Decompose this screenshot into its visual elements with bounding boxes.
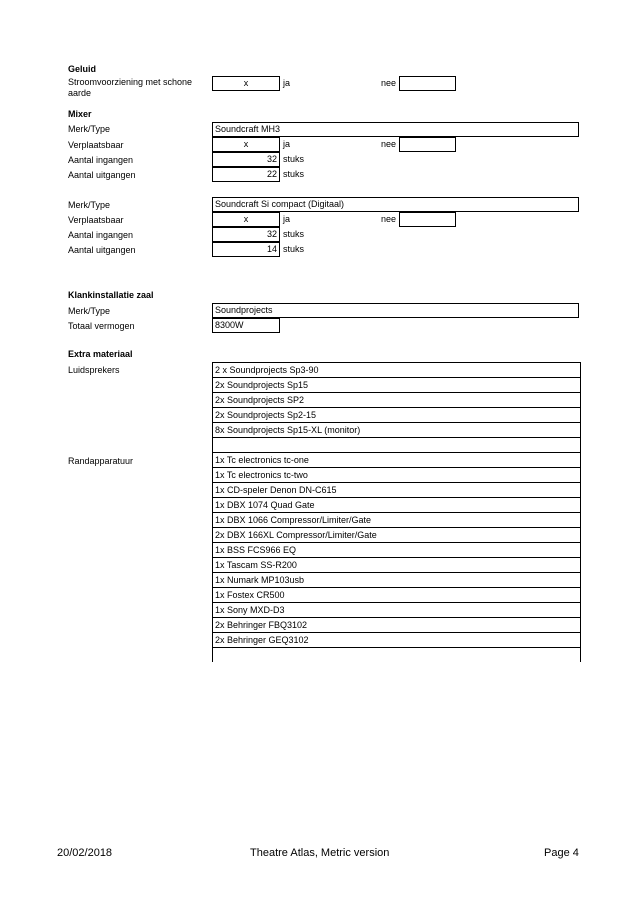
mixer2-verplaats-nee-field[interactable] <box>399 212 456 227</box>
mixer1-merk-field[interactable]: Soundcraft MH3 <box>212 122 579 137</box>
stroom-nee-field[interactable] <box>399 76 456 91</box>
mixer2-uitgangen-label: Aantal uitgangen <box>68 245 136 255</box>
list-item[interactable]: 1x Tascam SS-R200 <box>213 557 580 572</box>
list-item[interactable]: 1x Numark MP103usb <box>213 572 580 587</box>
list-item[interactable]: 1x Fostex CR500 <box>213 587 580 602</box>
list-item[interactable]: 1x Tc electronics tc-two <box>213 467 580 482</box>
mixer2-uitgangen-unit: stuks <box>283 244 305 254</box>
mixer2-ja-label: ja <box>283 214 291 224</box>
list-item[interactable]: 2x Soundprojects Sp15 <box>213 377 580 392</box>
list-item[interactable]: 1x CD-speler Denon DN-C615 <box>213 482 580 497</box>
stroom-ja-field[interactable]: x <box>212 76 280 91</box>
luidsprekers-label: Luidsprekers <box>68 365 120 375</box>
mixer1-verplaats-nee-field[interactable] <box>399 137 456 152</box>
section-heading-extra: Extra materiaal <box>68 349 133 359</box>
stroom-ja-label: ja <box>283 78 291 88</box>
mixer1-verplaats-label: Verplaatsbaar <box>68 140 124 150</box>
klank-vermogen-label: Totaal vermogen <box>68 321 135 331</box>
list-item[interactable] <box>213 647 580 662</box>
section-heading-mixer: Mixer <box>68 109 92 119</box>
list-item[interactable]: 1x BSS FCS966 EQ <box>213 542 580 557</box>
section-heading-klank: Klankinstallatie zaal <box>68 290 154 300</box>
mixer2-verplaats-label: Verplaatsbaar <box>68 215 124 225</box>
mixer2-merk-field[interactable]: Soundcraft Si compact (Digitaal) <box>212 197 579 212</box>
footer-page-number: Page 4 <box>544 847 579 859</box>
klank-merk-field[interactable]: Soundprojects <box>212 303 579 318</box>
list-item[interactable]: 2x Behringer FBQ3102 <box>213 617 580 632</box>
list-item[interactable]: 8x Soundprojects Sp15-XL (monitor) <box>213 422 580 437</box>
mixer1-ja-label: ja <box>283 139 291 149</box>
stroom-label-line2: aarde <box>68 88 92 98</box>
mixer1-uitgangen-label: Aantal uitgangen <box>68 170 136 180</box>
footer-title: Theatre Atlas, Metric version <box>250 847 390 859</box>
mixer2-ingangen-unit: stuks <box>283 229 305 239</box>
mixer1-uitgangen-field[interactable]: 22 <box>212 167 280 182</box>
list-item[interactable]: 1x Tc electronics tc-one <box>213 452 580 467</box>
randapparatuur-label: Randapparatuur <box>68 456 134 466</box>
mixer1-uitgangen-unit: stuks <box>283 169 305 179</box>
list-item[interactable]: 1x DBX 1066 Compressor/Limiter/Gate <box>213 512 580 527</box>
mixer1-merk-label: Merk/Type <box>68 124 111 134</box>
mixer2-ingangen-field[interactable]: 32 <box>212 227 280 242</box>
mixer1-ingangen-label: Aantal ingangen <box>68 155 134 165</box>
list-item[interactable]: 1x Sony MXD-D3 <box>213 602 580 617</box>
klank-merk-label: Merk/Type <box>68 306 111 316</box>
list-item[interactable]: 2 x Soundprojects Sp3-90 <box>213 362 580 377</box>
section-heading-geluid: Geluid <box>68 64 97 74</box>
list-item[interactable] <box>213 437 580 452</box>
list-item[interactable]: 2x Soundprojects SP2 <box>213 392 580 407</box>
luidsprekers-list <box>212 362 581 453</box>
stroom-label-line1: Stroomvoorziening met schone <box>68 77 193 87</box>
mixer2-ingangen-label: Aantal ingangen <box>68 230 134 240</box>
footer-date: 20/02/2018 <box>57 847 113 859</box>
list-item[interactable]: 1x DBX 1074 Quad Gate <box>213 497 580 512</box>
mixer2-merk-label: Merk/Type <box>68 200 111 210</box>
mixer1-verplaats-ja-field[interactable]: x <box>212 137 280 152</box>
mixer1-ingangen-field[interactable]: 32 <box>212 152 280 167</box>
mixer2-nee-label: nee <box>381 214 397 224</box>
klank-vermogen-field[interactable]: 8300W <box>212 318 280 333</box>
list-item[interactable]: 2x Behringer GEQ3102 <box>213 632 580 647</box>
stroom-nee-label: nee <box>381 78 397 88</box>
list-item[interactable]: 2x DBX 166XL Compressor/Limiter/Gate <box>213 527 580 542</box>
randapparatuur-list <box>212 452 581 662</box>
mixer1-ingangen-unit: stuks <box>283 154 305 164</box>
mixer2-uitgangen-field[interactable]: 14 <box>212 242 280 257</box>
list-item[interactable]: 2x Soundprojects Sp2-15 <box>213 407 580 422</box>
mixer2-verplaats-ja-field[interactable]: x <box>212 212 280 227</box>
mixer1-nee-label: nee <box>381 139 397 149</box>
